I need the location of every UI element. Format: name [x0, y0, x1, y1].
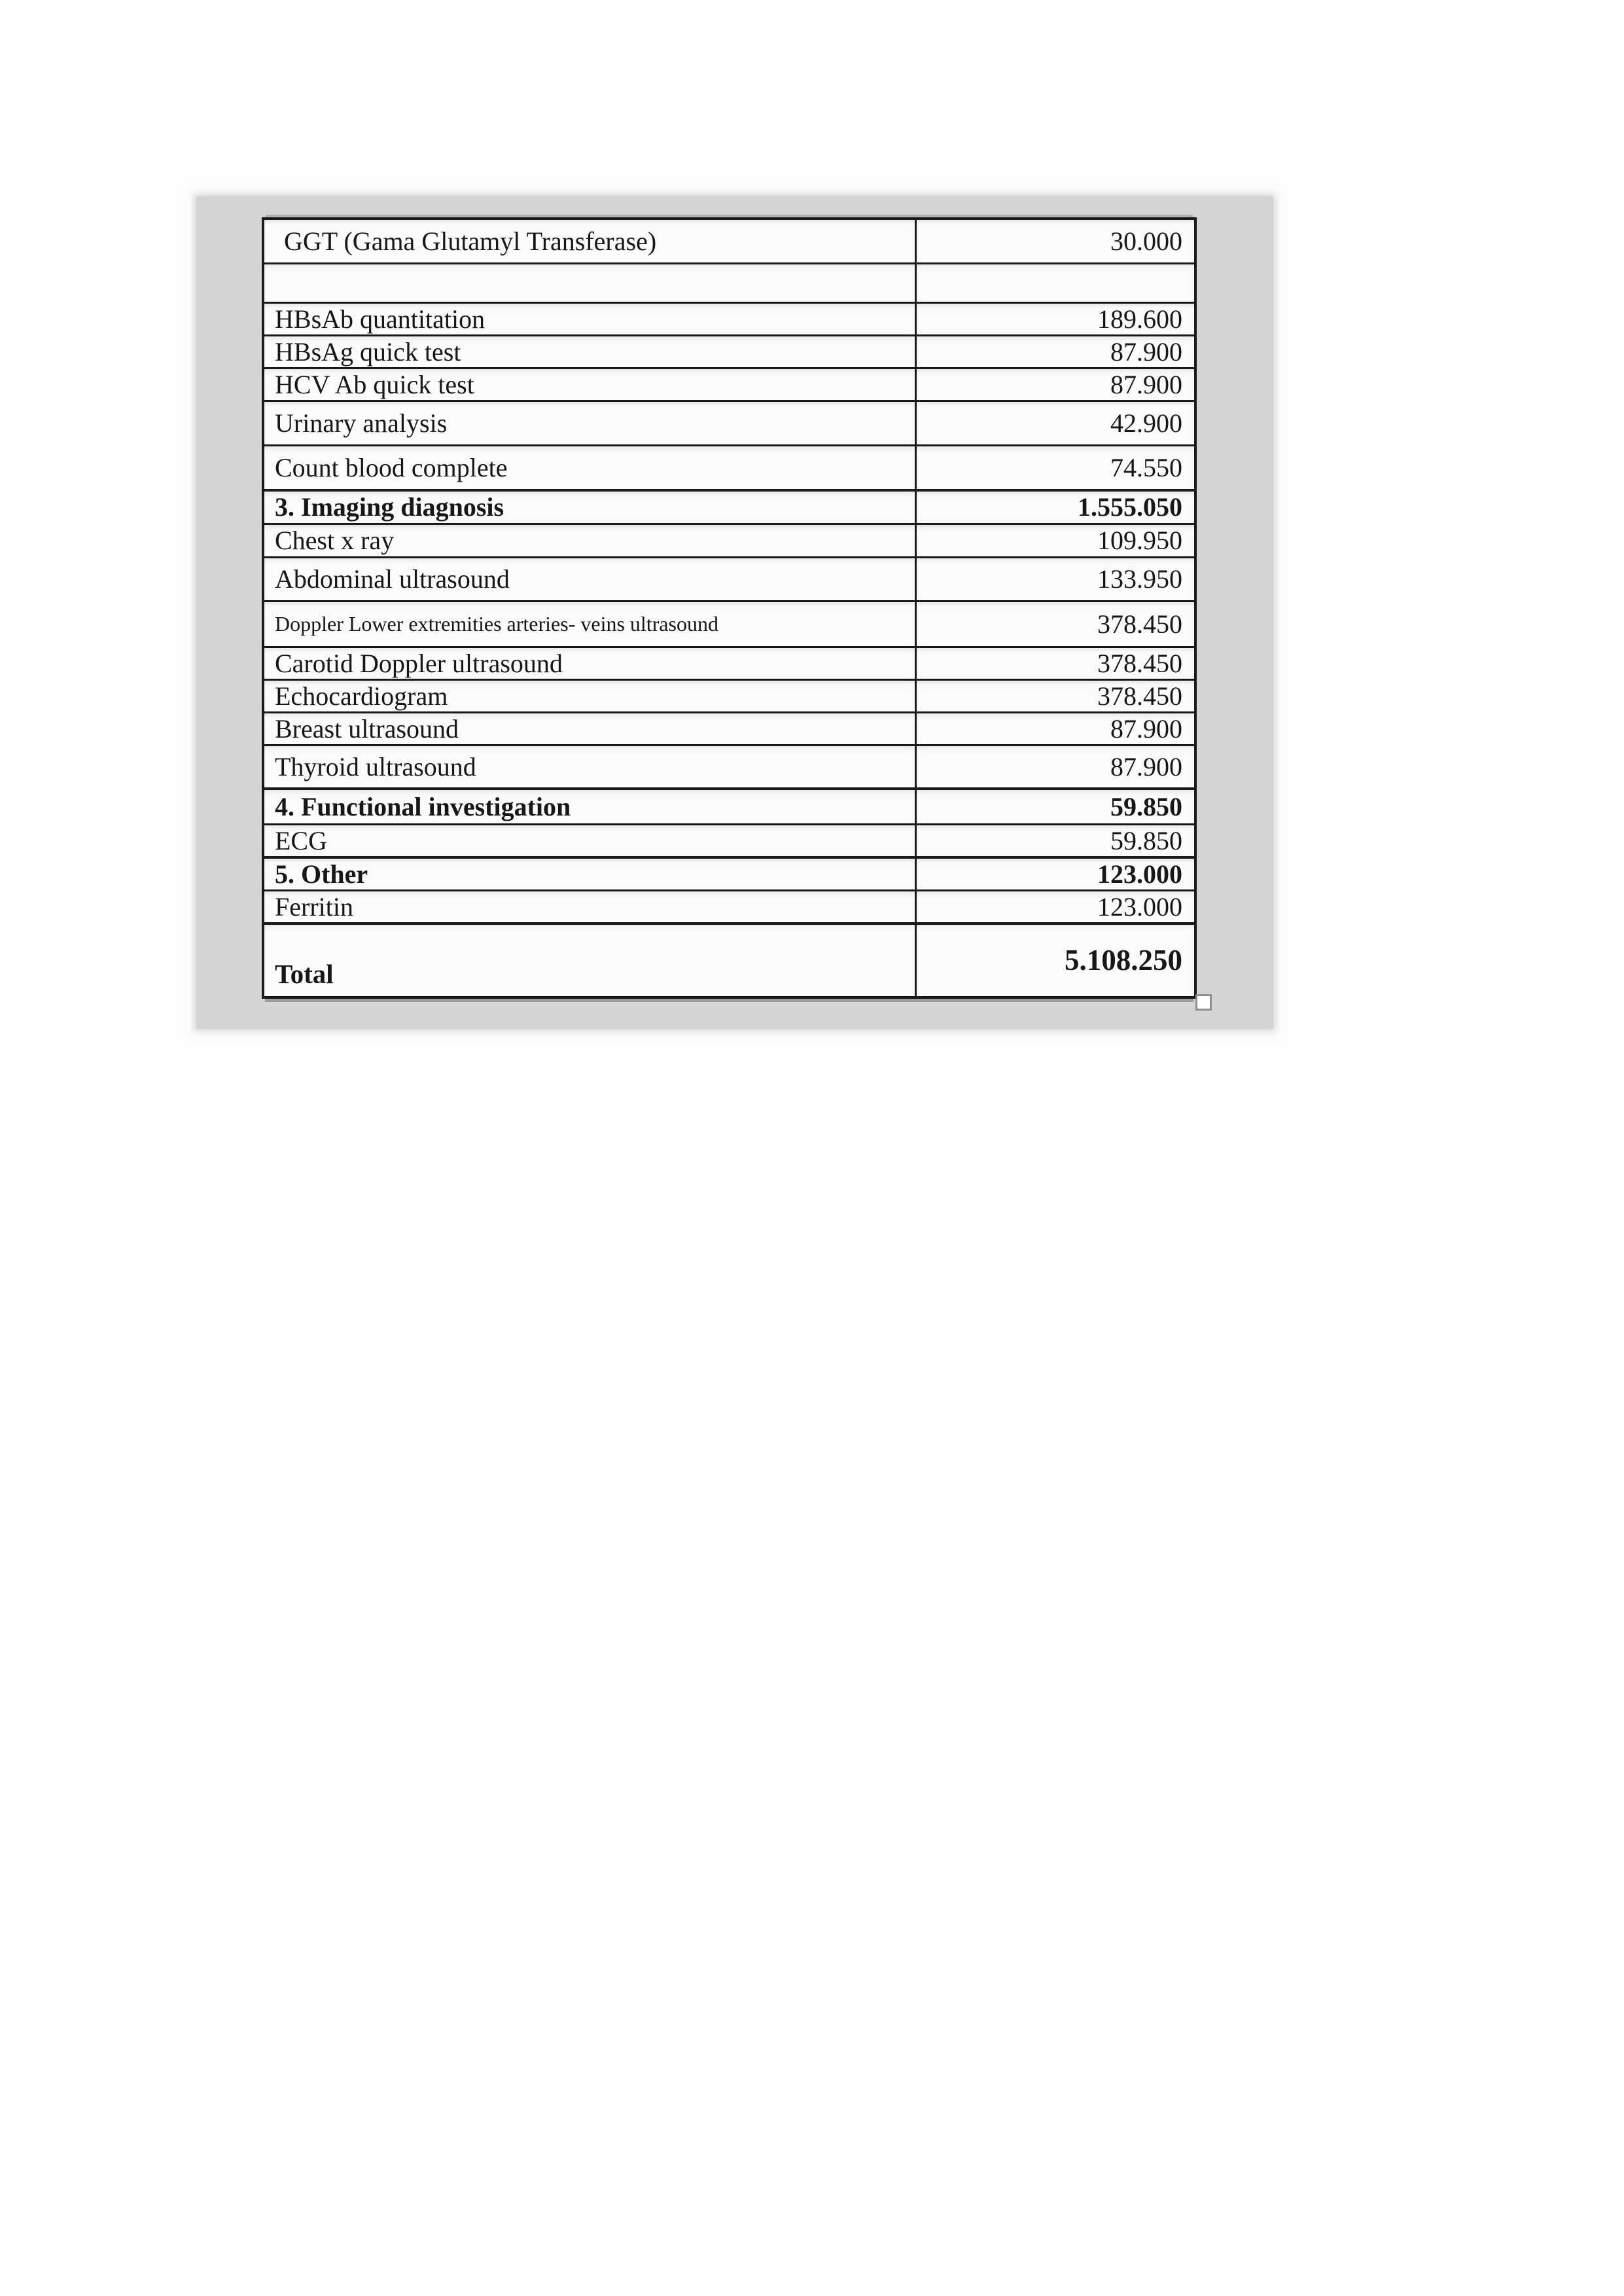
row-label-cell: Breast ultrasound — [263, 712, 915, 745]
table-row — [263, 263, 1195, 302]
section-row — [263, 857, 1195, 891]
row-label-cell: HCV Ab quick test — [263, 368, 915, 401]
row-value-cell: 378.450 — [915, 647, 1195, 679]
table-row — [263, 557, 1195, 601]
row-label-cell — [263, 263, 915, 302]
section-row — [263, 789, 1195, 824]
row-label-cell: Doppler Lower extremities arteries- veins ultrasound — [263, 601, 915, 647]
table-row — [263, 524, 1195, 557]
row-label-cell: Total — [263, 924, 915, 997]
row-value-cell: 87.900 — [915, 335, 1195, 368]
table-row — [263, 368, 1195, 401]
row-value-cell: 74.550 — [915, 445, 1195, 490]
table-resize-handle[interactable] — [1195, 994, 1212, 1011]
table-row — [263, 219, 1195, 263]
row-value-cell: 378.450 — [915, 679, 1195, 712]
row-label-cell: Urinary analysis — [263, 401, 915, 445]
scan-background-panel — [196, 196, 1273, 1029]
table-row — [263, 745, 1195, 789]
table-row — [263, 712, 1195, 745]
row-value-cell: 5.108.250 — [915, 924, 1195, 997]
row-label-cell: Echocardiogram — [263, 679, 915, 712]
row-value-cell: 87.900 — [915, 745, 1195, 789]
row-value-cell: 87.900 — [915, 368, 1195, 401]
row-value-cell: 59.850 — [915, 789, 1195, 824]
row-value-cell — [915, 263, 1195, 302]
row-label-cell: HBsAg quick test — [263, 335, 915, 368]
row-value-cell: 123.000 — [915, 857, 1195, 891]
costs-table — [262, 217, 1197, 999]
table-row — [263, 647, 1195, 679]
row-value-cell: 123.000 — [915, 890, 1195, 924]
table-row — [263, 679, 1195, 712]
row-label-cell: 3. Imaging diagnosis — [263, 490, 915, 524]
row-value-cell: 59.850 — [915, 824, 1195, 857]
table-row — [263, 401, 1195, 445]
row-value-cell: 87.900 — [915, 712, 1195, 745]
row-value-cell: 133.950 — [915, 557, 1195, 601]
row-value-cell: 42.900 — [915, 401, 1195, 445]
row-value-cell: 378.450 — [915, 601, 1195, 647]
row-value-cell: 189.600 — [915, 302, 1195, 335]
table-row — [263, 302, 1195, 335]
row-value-cell: 30.000 — [915, 219, 1195, 263]
row-label-cell: GGT (Gama Glutamyl Transferase) — [263, 219, 915, 263]
row-value-cell: 1.555.050 — [915, 490, 1195, 524]
row-label-cell: Carotid Doppler ultrasound — [263, 647, 915, 679]
row-label-cell: 5. Other — [263, 857, 915, 891]
row-label-cell: HBsAb quantitation — [263, 302, 915, 335]
table-row — [263, 824, 1195, 857]
table-row — [263, 335, 1195, 368]
row-label-cell: 4. Functional investigation — [263, 789, 915, 824]
section-row — [263, 490, 1195, 524]
row-label-cell: Count blood complete — [263, 445, 915, 490]
row-label-cell: Ferritin — [263, 890, 915, 924]
table-row — [263, 890, 1195, 924]
row-value-cell: 109.950 — [915, 524, 1195, 557]
costs-table-body — [263, 219, 1195, 997]
total-row — [263, 924, 1195, 997]
row-label-cell: Thyroid ultrasound — [263, 745, 915, 789]
table-row — [263, 445, 1195, 490]
table-row — [263, 601, 1195, 647]
row-label-cell: ECG — [263, 824, 915, 857]
row-label-cell: Abdominal ultrasound — [263, 557, 915, 601]
row-label-cell: Chest x ray — [263, 524, 915, 557]
